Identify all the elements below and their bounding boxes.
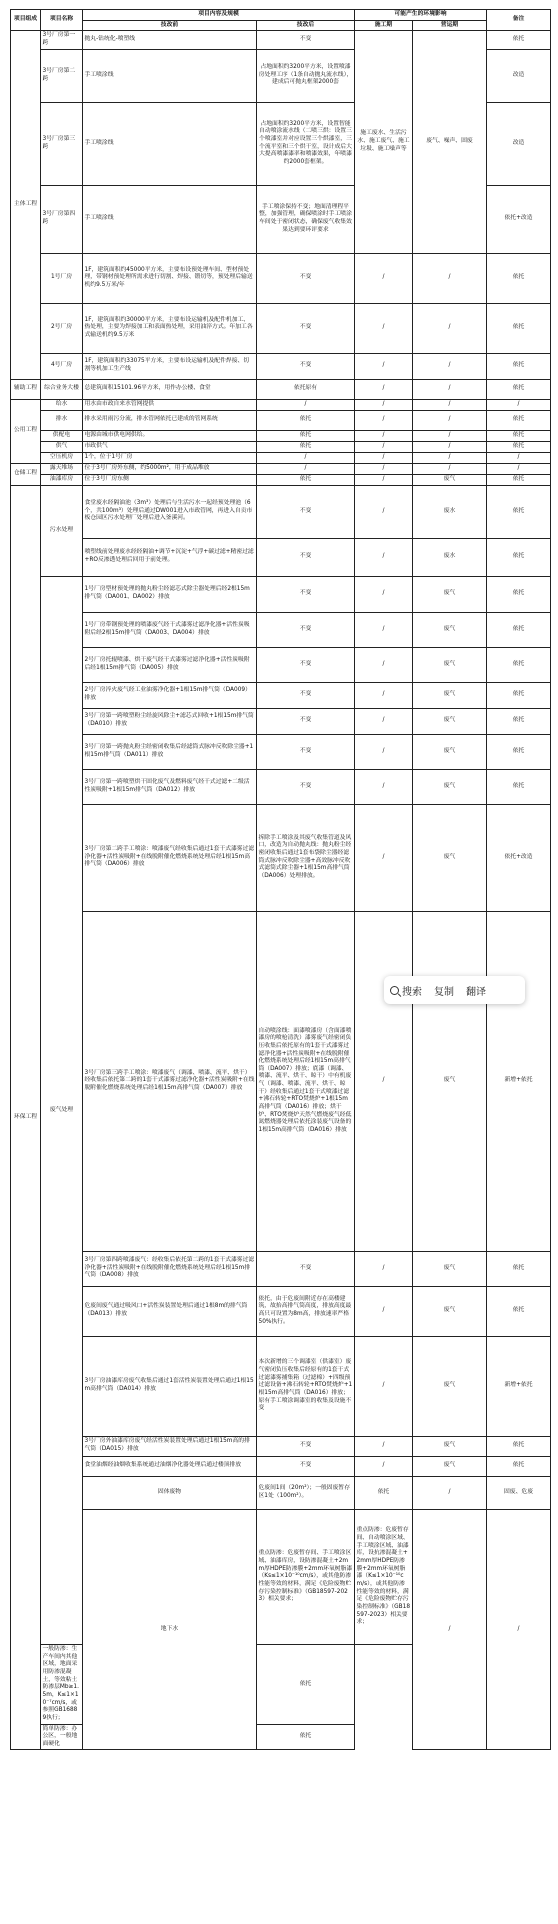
table-row	[11, 804, 551, 911]
before-cell: 3号厂房第一跨抛丸粉尘经密闭收集后经滤筒式脉冲反吹除尘器+1根15m排气筒（DA011）排放	[83, 734, 257, 769]
project-composition-table	[10, 9, 551, 1750]
construction-impact-cell: /	[355, 734, 413, 769]
before-cell: 3号厂房第三跨手工喷涂：喷漆废气（调漆、喷漆、流平、烘干）经收集后依托第二跨的1套干式漆雾过滤净化器+活性炭吸附+在线脱附催化燃烧系统处理后经1根15m高排气筒（DA007）排放	[83, 911, 257, 1251]
remark-cell: 改造	[487, 102, 551, 185]
operation-impact-cell: 废气	[413, 1286, 487, 1336]
remark-cell: 依托	[487, 1436, 551, 1456]
construction-impact-cell: /	[355, 1336, 413, 1436]
before-cell: 喷塑线前处理废水经经隔油+调节+沉淀+气浮+碳过滤+精密过滤+RO反渗透处理后回用于前处理。	[83, 538, 257, 576]
remark-cell: 依托	[487, 734, 551, 769]
remark-cell: 依托	[487, 769, 551, 804]
operation-impact-cell: 废气	[413, 1336, 487, 1436]
after-cell: 依托	[257, 410, 355, 430]
project-name: 综合业务大楼	[41, 379, 83, 399]
group-env: 环保工程	[11, 485, 41, 1750]
project-name: 1号厂房	[41, 253, 83, 303]
header-operation: 营运期	[413, 20, 487, 31]
construction-impact-cell: /	[355, 647, 413, 682]
remark-cell: 依托	[487, 538, 551, 576]
project-name: 供气	[41, 441, 83, 452]
table-row	[11, 441, 551, 452]
table-row	[11, 474, 551, 485]
after-cell: 不变	[257, 1456, 355, 1476]
project-name: 给水	[41, 399, 83, 410]
after-cell: 不变	[257, 647, 355, 682]
remark-cell: /	[487, 463, 551, 474]
remark-cell: 依托	[487, 682, 551, 708]
table-row	[11, 911, 551, 1251]
after-cell: 不变	[257, 682, 355, 708]
before-cell: 手工喷涂线	[83, 102, 257, 185]
construction-impact-cell: /	[355, 410, 413, 430]
after-cell: 依托	[355, 1476, 413, 1510]
table-row	[11, 452, 551, 463]
operation-impact-cell: 废气	[413, 804, 487, 911]
after-cell: 依托，由于危废间附近存在高楼建筑，故抬高排气筒高度，排放高度最高只可设置为8m高，排放速率严格50%执行。	[257, 1286, 355, 1336]
before-cell: 2号厂房淬火废气经工业油雾净化器+1根15m排气筒（DA009）排放	[83, 682, 257, 708]
project-name: 2号厂房	[41, 303, 83, 353]
before-cell: 1F，建筑面积约33075平方米，主要布设运输机及配件焊接、切割等机加工生产线	[83, 353, 257, 379]
operation-impact-cell: 废水	[413, 538, 487, 576]
copy-menu-item[interactable]: 复制	[434, 986, 454, 998]
project-name: 露天堆场	[41, 463, 83, 474]
after-cell: /	[257, 399, 355, 410]
after-cell: 不变	[257, 303, 355, 353]
construction-impact-cell: /	[355, 1251, 413, 1286]
construction-impact-cell: /	[355, 399, 413, 410]
remark-cell: /	[487, 452, 551, 463]
operation-impact-cell: /	[413, 303, 487, 353]
operation-impact-cell: /	[487, 1510, 551, 1750]
project-composition-table-wrapper	[10, 9, 550, 1750]
remark-cell: 依托	[487, 474, 551, 485]
before-cell: 3号厂房第一跨喷塑烘干固化废气及燃料废气经干式过滤+二级活性炭吸附+1根15m排气筒（DA012）排放	[83, 769, 257, 804]
after-cell: 不变	[257, 1251, 355, 1286]
translate-menu-item[interactable]: 翻译	[466, 986, 486, 998]
header-content: 项目内容及规模	[83, 10, 355, 21]
construction-impact-cell: /	[355, 804, 413, 911]
before-cell: 排水采用雨污分流，排水管网依托已建成的管网系统	[83, 410, 257, 430]
operation-impact-cell: 废气	[413, 1251, 487, 1286]
after-cell: 依托	[257, 441, 355, 452]
construction-impact-cell: /	[355, 303, 413, 353]
table-row	[11, 734, 551, 769]
project-name: 供配电	[41, 430, 83, 441]
before-cell: 3号厂房外油漆库房废气经活性炭装置处理后通过1根15m高的排气筒（DA015）排放	[83, 1436, 257, 1456]
construction-impact-cell: /	[355, 485, 413, 538]
after-cell: 不变	[257, 576, 355, 612]
table-row	[11, 410, 551, 430]
after-cell: 依托	[257, 474, 355, 485]
table-row	[11, 1456, 551, 1476]
group-main: 主体工程	[11, 31, 41, 379]
before-cell: 3号厂房第四跨喷漆废气：经收集后依托第二跨的1套干式漆雾过滤净化器+活性炭吸附+在线脱附催化燃烧系统处理后经1根15m排气筒（DA008）排放	[83, 1251, 257, 1286]
project-name: 空压机房	[41, 452, 83, 463]
construction-impact-cell: /	[413, 1510, 487, 1750]
remark-cell: 依托	[487, 379, 551, 399]
after-cell: 不变	[257, 253, 355, 303]
before-cell: 手工喷涂线	[83, 49, 257, 102]
after-cell: 占地面积约3200平方米，设置智能自动喷涂流水线（二喷三烘：设置三个喷漆室并对应设置三个烘漆室，三个流平室和三个烘干室，设计成后大大提高喷漆漆率和喷漆效果，年喷漆约2000套框架。	[257, 102, 355, 185]
operation-impact-cell: 废气、噪声、固废	[413, 31, 487, 253]
operation-impact-cell: 废气	[413, 576, 487, 612]
construction-impact-cell: /	[355, 576, 413, 612]
operation-impact-cell: /	[413, 452, 487, 463]
operation-impact-cell: 废气	[413, 647, 487, 682]
table-row	[11, 463, 551, 474]
after-cell: 本次新增的三个调漆室（供漆室）废气密闭负压收集后经原有的1套干式过滤漆雾捕集箱（过滤棉）+四级预过滤设备+沸石转轮+RTO焚烧炉+1根15m高排气筒（DA016）排放；原有手工喷涂调漆室的收集及设施不变	[257, 1336, 355, 1436]
remark-cell: 依托	[487, 576, 551, 612]
remark-cell: 新增+依托	[487, 911, 551, 1251]
operation-impact-cell: 废气	[413, 708, 487, 734]
before-cell: 危废间1间（20m²）；一般固废暂存区1处（100m²）。	[257, 1476, 355, 1510]
after-cell: 不变	[257, 485, 355, 538]
construction-impact-cell: /	[355, 708, 413, 734]
remark-cell: 依托	[487, 647, 551, 682]
project-name: 4号厂房	[41, 353, 83, 379]
before-cell: 1个，位于1号厂房	[83, 452, 257, 463]
operation-impact-cell: /	[413, 379, 487, 399]
construction-impact-cell: /	[355, 430, 413, 441]
remark-cell: 依托	[487, 31, 551, 49]
table-row	[11, 538, 551, 576]
after-cell: 占地面积约3200平方米，设置喷漆房处理工序（1条自动抛丸流水线），建成后可抛丸框架2000套	[257, 49, 355, 102]
construction-impact-cell: /	[355, 538, 413, 576]
header-impact: 可能产生的环境影响	[355, 10, 487, 21]
table-row	[11, 1436, 551, 1456]
after-cell: 重点防渗：危废暂存间、自动喷涂区域、手工喷涂区域、油漆库，设抗渗混凝土+2mm厚HDPE防渗膜+2mm环氧树脂漆（K≤1×10⁻¹⁰cm/s），或其他防渗性能等效的材料，满足《危险废物贮存污染控制标准》（GB18597-2023）相关要求；	[355, 1510, 413, 1645]
before-cell: 3号厂房第二跨手工喷涂：喷漆废气经收集后通过1套干式漆雾过滤净化器+活性炭吸附+在线脱附催化燃烧系统处理后经1根15m高排气筒（DA006）排放	[83, 804, 257, 911]
operation-impact-cell: /	[413, 410, 487, 430]
project-name: 油漆库房	[41, 474, 83, 485]
before-cell: 总建筑面积15101.96平方米，用作办公楼、食堂	[83, 379, 257, 399]
construction-impact-cell: /	[355, 612, 413, 647]
construction-impact-cell: /	[355, 769, 413, 804]
before-cell: 简单防渗：办公区，一般地面硬化	[41, 1724, 83, 1750]
before-cell: 用水由市政自来水管网提供	[83, 399, 257, 410]
project-name: 地下水	[83, 1510, 257, 1750]
before-cell: 市政供气	[83, 441, 257, 452]
construction-impact-cell: /	[355, 474, 413, 485]
operation-impact-cell: /	[413, 353, 487, 379]
header-construction: 施工期	[355, 20, 413, 31]
table-row	[11, 485, 551, 538]
table-row	[11, 576, 551, 612]
before-cell: 位于3号厂房外东侧，约5000m²，用于成品堆放	[83, 463, 257, 474]
remark-cell: 依托	[487, 1251, 551, 1286]
group-aux: 辅助工程	[11, 379, 41, 399]
remark-cell: 依托	[487, 430, 551, 441]
before-cell: 2号厂房托辊喷漆、烘干废气经干式漆雾过滤净化器+活性炭吸附后经1根15m排气筒（DA005）排放	[83, 647, 257, 682]
remark-cell: 依托	[487, 410, 551, 430]
operation-impact-cell: 废气	[413, 474, 487, 485]
table-row	[11, 612, 551, 647]
construction-impact-cell: /	[355, 911, 413, 1251]
operation-impact-cell: 废气	[413, 734, 487, 769]
table-row	[11, 353, 551, 379]
remark-cell: 依托+改造	[487, 804, 551, 911]
after-cell: 依托原有	[257, 379, 355, 399]
before-cell: 食堂油烟经油烟收集系统通过油烟净化器处理后通过楼顶排放	[83, 1456, 257, 1476]
before-cell: 1号厂房型材预处理的抛丸粉尘经滤芯式除尘器处理后经2根15m排气筒（DA001、DA002）排放	[83, 576, 257, 612]
operation-impact-cell: 废气	[413, 1436, 487, 1456]
after-cell: 不变	[257, 769, 355, 804]
remark-cell: /	[487, 399, 551, 410]
after-cell: 自动喷涂线：面漆喷漆房（含面漆喷漆房的喷枪清洗）漆雾废气经密闭负压收集后依托原有的1套干式漆雾过滤净化器+活性炭吸附+在线脱附催化燃烧系统处理后经1根15m高排气筒（DA007）排放；底漆（调漆、喷漆、流平、烘干、晾干）中有机废气（调漆、喷漆、流平、烘干、晾干）经收集后通过1套干式喷漆过滤+沸石转轮+RTO焚烧炉+1根15m高排气筒（DA016）排放；烘干炉、RTO焚烧炉天然气燃烧废气经低氮燃烧器处理后依托涂装废气设备的1根15m高排气筒（DA016）排放	[257, 911, 355, 1251]
before-cell: 抛丸-钻统化-喷塑线	[83, 31, 257, 49]
text-selection-context-menu	[384, 976, 525, 1004]
before-cell: 1F，建筑面积约30000平方米，主要布设运输机及配件机加工、热处理，主要为焊接加工和表面热处理，采用油淬方式。年加工各式输送机约9.5万米	[83, 303, 257, 353]
table-row	[11, 769, 551, 804]
after-cell: 不变	[257, 734, 355, 769]
table-row	[11, 1510, 551, 1645]
table-row	[11, 1336, 551, 1436]
header-after: 技改后	[257, 20, 355, 31]
operation-impact-cell: 固废、危废	[487, 1476, 551, 1510]
before-cell: 位于3号厂房东侧	[83, 474, 257, 485]
group-store: 仓储工程	[11, 463, 41, 485]
after-cell: 不变	[257, 1436, 355, 1456]
remark-cell: 依托	[487, 1456, 551, 1476]
construction-impact-cell: /	[355, 1436, 413, 1456]
project-name: 3号厂房第二跨	[41, 49, 83, 102]
before-cell: 电源由城市供电网供给。	[83, 430, 257, 441]
after-cell: 不变	[257, 612, 355, 647]
before-cell: 重点防渗：危废暂存间、手工喷涂区域、油漆库房，设防渗混凝土+2mm厚HDPE防渗膜+2mm环氧树脂漆（Ks≤1×10⁻¹⁰cm/s），或其他防渗性能等效的材料，满足《危险废物贮存污染控制标准》（GB18597-2023）相关要求；	[257, 1510, 355, 1645]
table-row	[11, 31, 551, 49]
project-name: 3号厂房第一跨	[41, 31, 83, 49]
group-pub: 公用工程	[11, 399, 41, 463]
construction-impact-cell: /	[355, 441, 413, 452]
before-cell: 1F，建筑面积约45000平方米，主要布设预处理车间、型材预处理，带钢材预处理所需求进行切割、焊接、锻切等，预处理后输送机约9.5万米/年	[83, 253, 257, 303]
operation-impact-cell: /	[413, 399, 487, 410]
before-cell: 危废间废气通过吸风口+活性炭装置处理后通过1根8m的排气筒（DA013）排放	[83, 1286, 257, 1336]
operation-impact-cell: /	[413, 253, 487, 303]
after-cell: 依托	[257, 1724, 355, 1750]
construction-impact-cell: /	[355, 253, 413, 303]
project-name: 污水处理	[41, 485, 83, 576]
construction-impact-cell: /	[355, 1456, 413, 1476]
construction-impact-cell: 施工废水、生活污水、施工废气、施工垃圾、施工噪声等	[355, 31, 413, 253]
remark-cell: 依托+改造	[487, 185, 551, 253]
project-name: 3号厂房第四跨	[41, 185, 83, 253]
table-row	[11, 708, 551, 734]
header-component: 项目组成	[11, 10, 41, 31]
remark-cell: 依托	[487, 441, 551, 452]
construction-impact-cell: /	[413, 1476, 487, 1510]
project-name: 3号厂房第三跨	[41, 102, 83, 185]
project-name-exhaust: 废气处理	[41, 576, 83, 1645]
search-label: 搜索	[402, 986, 422, 998]
after-cell: 不变	[257, 353, 355, 379]
before-cell: 一般防渗：生产车间内其他区域，地面采用防渗混凝土，等效粘土防渗层Mb≥1.5m，K≤1×10⁻⁷cm/s，或参照GB16889执行；	[41, 1645, 83, 1724]
construction-impact-cell: /	[355, 379, 413, 399]
table-row	[11, 1251, 551, 1286]
after-cell: /	[257, 463, 355, 474]
table-row	[11, 430, 551, 441]
remark-cell: 新增+依托	[487, 1336, 551, 1436]
remark-cell: 依托	[487, 485, 551, 538]
before-cell: 3号厂房油漆库房废气收集后通过1套活性炭装置处理后通过1根15m高排气筒（DA014）排放	[83, 1336, 257, 1436]
after-cell: 拆除手工喷涂及其废气收集管道及风口，改造为自动抛丸线：抛丸粉尘经密闭收集后通过1套布袋除尘器经滤筒式脉冲反吹除尘器+高效脉冲反吹式滤筒式除尘器+1根15m高排气筒（DA006）处理排放。	[257, 804, 355, 911]
operation-impact-cell: /	[413, 430, 487, 441]
operation-impact-cell: 废气	[413, 612, 487, 647]
table-row	[11, 647, 551, 682]
after-cell: 不变	[257, 538, 355, 576]
before-cell: 手工喷涂线	[83, 185, 257, 253]
operation-impact-cell: 废气	[413, 911, 487, 1251]
after-cell: 依托	[257, 1645, 355, 1724]
construction-impact-cell: /	[355, 682, 413, 708]
table-row	[11, 682, 551, 708]
after-cell: 依托	[257, 430, 355, 441]
after-cell: /	[257, 452, 355, 463]
after-cell: 不变	[257, 708, 355, 734]
operation-impact-cell: 废水	[413, 485, 487, 538]
header-before: 技改前	[83, 20, 257, 31]
remark-cell: 依托	[487, 253, 551, 303]
remark-cell: 依托	[487, 612, 551, 647]
table-row	[11, 379, 551, 399]
construction-impact-cell: /	[355, 1286, 413, 1336]
header-name: 项目名称	[41, 10, 83, 31]
remark-cell: 依托	[487, 708, 551, 734]
construction-impact-cell: /	[355, 463, 413, 474]
remark-cell: 依托	[487, 1286, 551, 1336]
operation-impact-cell: 废气	[413, 1456, 487, 1476]
table-row	[11, 1476, 551, 1510]
search-menu-item[interactable]	[384, 983, 428, 998]
operation-impact-cell: /	[413, 463, 487, 474]
after-cell: 手工喷涂保持不变；地面清理程平整，加强管理，确保喷涂时手工喷涂车间处于密闭状态，确保废气收集效果达到要环评要求	[257, 185, 355, 253]
construction-impact-cell: /	[355, 353, 413, 379]
operation-impact-cell: /	[413, 441, 487, 452]
construction-impact-cell: /	[355, 452, 413, 463]
table-row	[11, 303, 551, 353]
operation-impact-cell: 废气	[413, 769, 487, 804]
project-name: 固体废物	[83, 1476, 257, 1510]
operation-impact-cell: 废气	[413, 682, 487, 708]
remark-cell: 依托	[487, 353, 551, 379]
after-cell: 不变	[257, 31, 355, 49]
remark-cell: 改造	[487, 49, 551, 102]
table-row	[11, 399, 551, 410]
project-name: 排水	[41, 410, 83, 430]
before-cell: 1号厂房带钢预处理的喷漆废气经干式漆雾过滤净化器+活性炭吸附后经2根15m排气筒（DA003、DA004）排放	[83, 612, 257, 647]
table-row	[11, 1286, 551, 1336]
search-icon	[390, 986, 399, 995]
before-cell: 食堂废水经隔油池（3m³）处理后与生活污水一起经预处理池（6个，共100m³）处理后通过DW001进入市政管网，再进入自贡市板仓园区污水处理厂处理后进入釜溪河。	[83, 485, 257, 538]
remark-cell: 依托	[487, 303, 551, 353]
table-row	[11, 253, 551, 303]
header-remark: 备注	[487, 10, 551, 31]
before-cell: 3号厂房第一跨喷塑粉尘经旋风除尘+滤芯式回收+1根15m排气筒（DA010）排放	[83, 708, 257, 734]
